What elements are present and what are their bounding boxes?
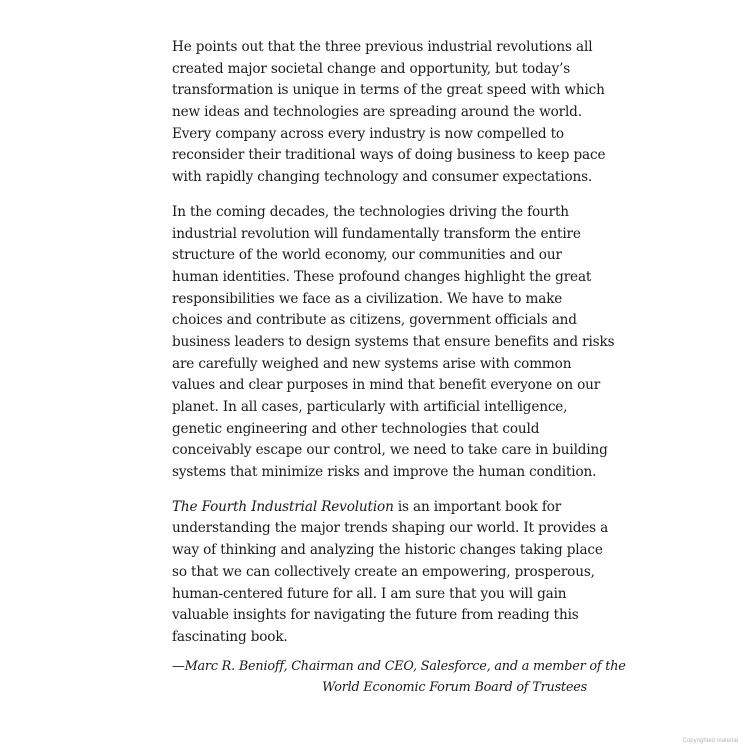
- text-line: with rapidly changing technology and consumer expectations.: [172, 169, 593, 186]
- text-line: valuable insights for navigating the future from reading this: [172, 607, 579, 624]
- text-line: structure of the world economy, our communities and our: [172, 247, 562, 264]
- attribution-line: World Economic Forum Board of Trustees: [322, 680, 587, 696]
- attribution: [172, 656, 626, 699]
- text-line: In the coming decades, the technologies driving the fourth: [172, 203, 569, 220]
- copyright-watermark: Copyrighted material: [682, 738, 738, 744]
- text-line: Every company across every industry is now compelled to: [172, 125, 564, 142]
- text-line: conceivably escape our control, we need to take care in building: [172, 442, 608, 459]
- text-line: choices and contribute as citizens, government officials and: [172, 312, 577, 329]
- text-line: transformation is unique in terms of the great speed with which: [172, 82, 605, 99]
- text-line: human identities. These profound changes highlight the great: [172, 268, 592, 285]
- paragraph-3: [172, 497, 609, 649]
- text-line: planet. In all cases, particularly with artificial intelligence,: [172, 399, 568, 415]
- page-body: [172, 37, 626, 699]
- text-line: values and clear purposes in mind that benefit everyone on our: [172, 377, 601, 394]
- text-line: industrial revolution will fundamentally transform the entire: [172, 225, 581, 242]
- text-line: genetic engineering and other technologies that could: [172, 420, 540, 437]
- text-line: new ideas and technologies are spreading around the world.: [172, 104, 582, 121]
- text-line: human-centered future for all. I am sure that you will gain: [172, 585, 567, 602]
- text-line: He points out that the three previous industrial revolutions all: [172, 39, 593, 55]
- text-line: so that we can collectively create an empowering, prosperous,: [172, 563, 595, 580]
- text-line: created major societal change and opportunity, but today’s: [172, 60, 571, 77]
- text-line-rest: is an important book for: [393, 498, 562, 515]
- paragraph-2: [172, 202, 615, 484]
- text-line: understanding the major trends shaping our world. It provides a: [172, 520, 609, 537]
- text-line: fascinating book.: [172, 628, 288, 645]
- text-line: responsibilities we face as a civilization. We have to make: [172, 290, 563, 307]
- paragraph-1: [172, 37, 606, 189]
- text-line: business leaders to design systems that ensure benefits and risks: [172, 333, 615, 350]
- text-line: way of thinking and analyzing the historic changes taking place: [172, 542, 603, 559]
- text-line: reconsider their traditional ways of doing business to keep pace: [172, 147, 606, 164]
- text-line: are carefully weighed and new systems arise with common: [172, 355, 572, 372]
- book-title: The Fourth Industrial Revolution: [172, 498, 394, 515]
- text-line: [172, 497, 587, 519]
- attribution-line: —Marc R. Benioff, Chairman and CEO, Salesforce, and a member of the: [172, 658, 626, 674]
- text-line: systems that minimize risks and improve the human condition.: [172, 464, 597, 481]
